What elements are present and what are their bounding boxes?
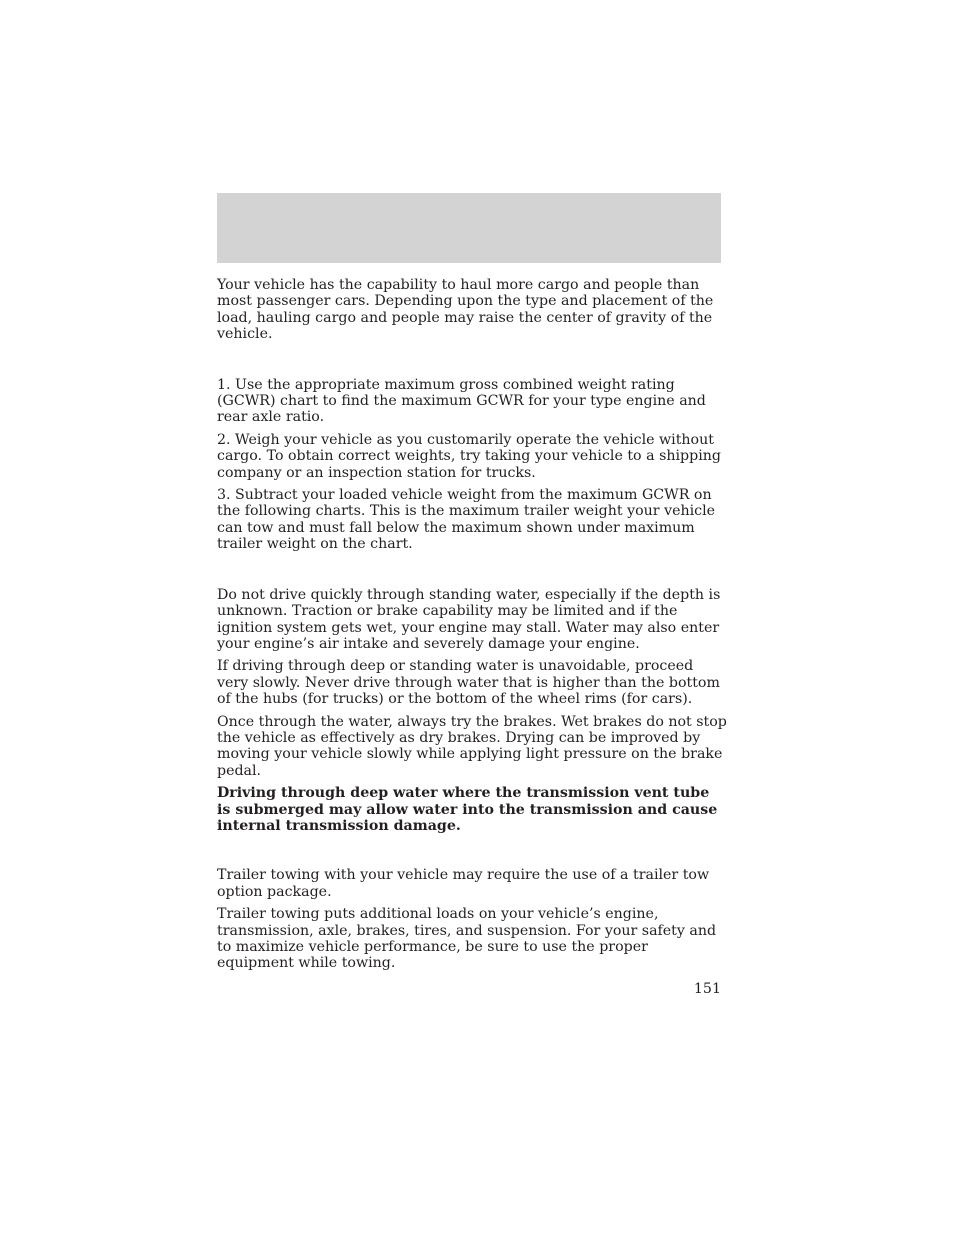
section-header-band (217, 193, 721, 263)
section-spacer (217, 840, 727, 867)
step-2-paragraph: 2. Weigh your vehicle as you customarily operate the vehicle without cargo. To obtain correct weights, try taking your vehicle to a shipping company or an inspection station for trucks. (217, 431, 721, 481)
step-1-paragraph: 1. Use the appropriate maximum gross combined weight rating (GCWR) chart to find the maximum GCWR for your type engine and rear axle ratio. (217, 376, 706, 426)
towing-paragraph-1: Trailer towing with your vehicle may require the use of a trailer tow option package. (217, 867, 710, 900)
step-3-paragraph: 3. Subtract your loaded vehicle weight from the maximum GCWR on the following charts. This is the maximum trailer weight your vehicle can tow and must fall below the maximum shown under maximum trailer weight on the chart. (217, 487, 716, 553)
water-warning: Driving through deep water where the transmission vent tube is submerged may allow water into the transmission and cause internal transmission damage. (217, 785, 718, 834)
water-paragraph-3: Once through the water, always try the brakes. Wet brakes do not stop the vehicle as effectively as dry brakes. Drying can be improved by moving your vehicle slowly while applying light pressure on the brake pedal. (217, 713, 727, 779)
page-body (217, 277, 727, 978)
page-number: 151 (693, 981, 721, 997)
section-spacer (217, 559, 727, 587)
towing-paragraph-2: Trailer towing puts additional loads on your vehicle’s engine, transmission, axle, brakes, tires, and suspension. For your safety and to maximize vehicle performance, be sure to use the proper equipment while towing. (217, 906, 717, 972)
intro-paragraph: Your vehicle has the capability to haul more cargo and people than most passenger cars. Depending upon the type and placement of the load, hauling cargo and people may raise the center of gravity of the vehicle. (217, 277, 714, 343)
water-paragraph-1: Do not drive quickly through standing water, especially if the depth is unknown. Traction or brake capability may be limited and if the ignition system gets wet, your engine may stall. Water may also enter your engine’s air intake and severely damage your engine. (217, 586, 721, 652)
water-paragraph-2: If driving through deep or standing water is unavoidable, proceed very slowly. Never drive through water that is higher than the bottom of the hubs (for trucks) or the bottom of the wheel rims (for cars). (217, 658, 720, 708)
section-spacer (217, 349, 727, 377)
